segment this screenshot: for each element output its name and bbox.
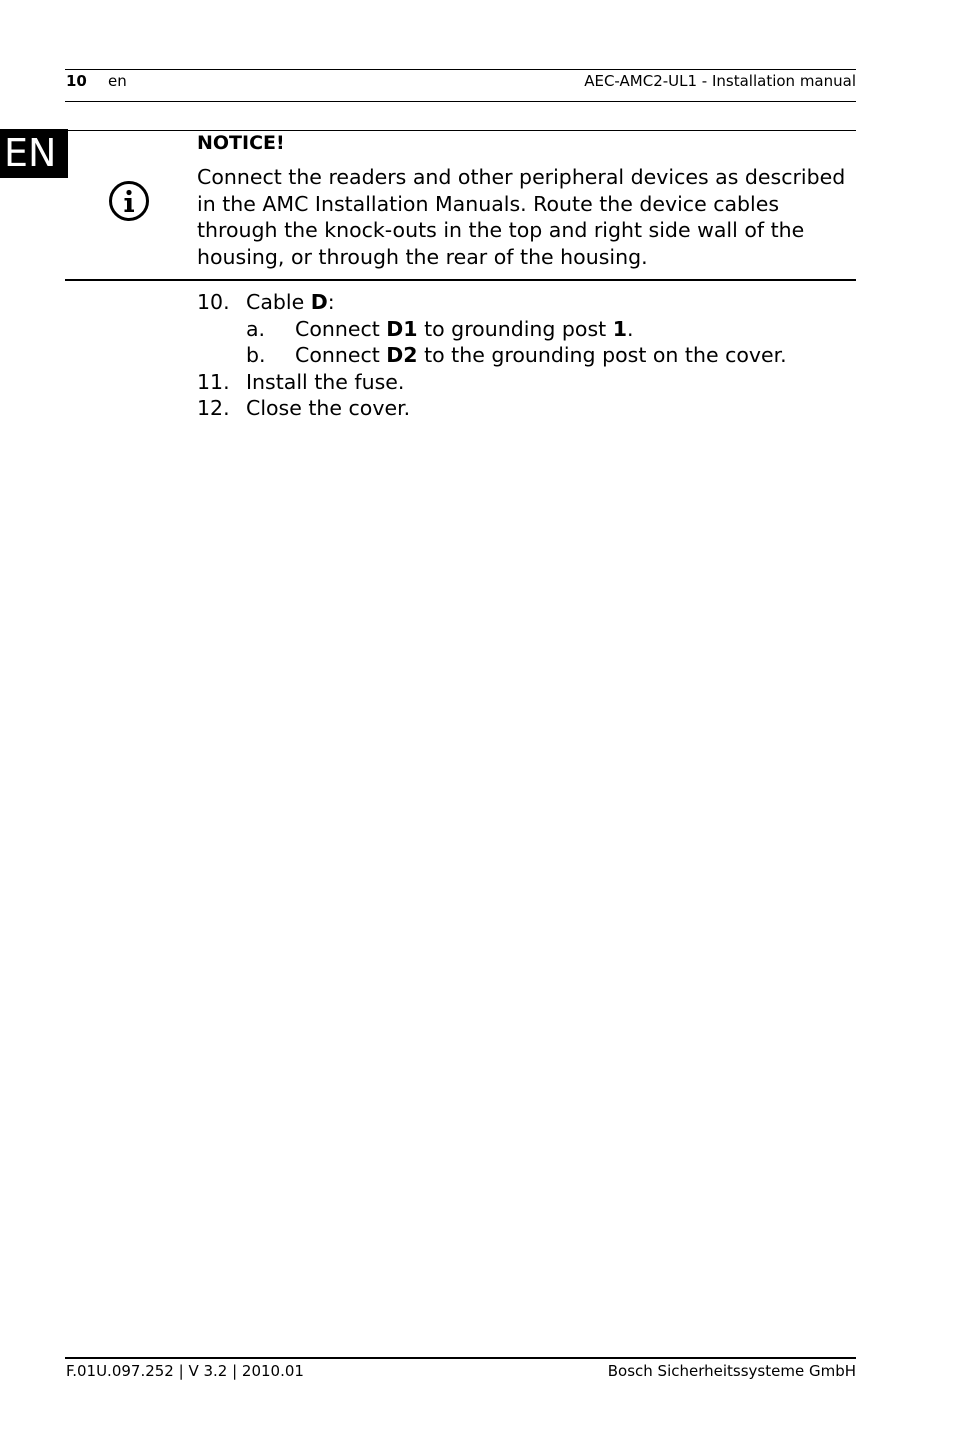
substep-text: Connect D2 to the grounding post on the cover. bbox=[295, 343, 787, 367]
header-language: en bbox=[108, 72, 127, 90]
document-title: AEC-AMC2-UL1 - Installation manual bbox=[584, 72, 856, 90]
notice-line: in the AMC Installation Manuals. Route the device cables bbox=[197, 191, 780, 216]
step-text: Install the fuse. bbox=[246, 369, 405, 394]
header-rule-top bbox=[65, 69, 856, 70]
notice-rule-top bbox=[65, 130, 856, 131]
footer-doc-ref: F.01U.097.252 | V 3.2 | 2010.01 bbox=[66, 1362, 304, 1380]
substep-text: Connect D1 to grounding post 1. bbox=[295, 316, 634, 341]
notice-line: Connect the readers and other peripheral devices as described bbox=[197, 165, 846, 189]
step-text: Cable D: bbox=[246, 290, 335, 314]
footer-rule bbox=[65, 1357, 856, 1359]
substep-letter: b. bbox=[246, 343, 266, 367]
notice-line: through the knock-outs in the top and right side wall of the bbox=[197, 218, 805, 242]
language-tab: EN bbox=[0, 129, 68, 178]
page-number: 10 bbox=[66, 72, 87, 90]
substep-letter: a. bbox=[246, 316, 266, 341]
footer-company: Bosch Sicherheitssysteme GmbH bbox=[607, 1362, 856, 1380]
step-text: Close the cover. bbox=[246, 396, 411, 420]
notice-rule-bottom bbox=[65, 279, 856, 281]
step-number: 12. bbox=[197, 396, 230, 420]
step-number: 10. bbox=[197, 290, 230, 314]
notice-body bbox=[197, 164, 857, 270]
info-icon bbox=[109, 181, 149, 221]
header-rule-bottom bbox=[65, 101, 856, 102]
notice-title: NOTICE! bbox=[197, 132, 285, 154]
step-number: 11. bbox=[197, 369, 230, 394]
notice-line: housing, or through the rear of the housing. bbox=[197, 244, 648, 269]
